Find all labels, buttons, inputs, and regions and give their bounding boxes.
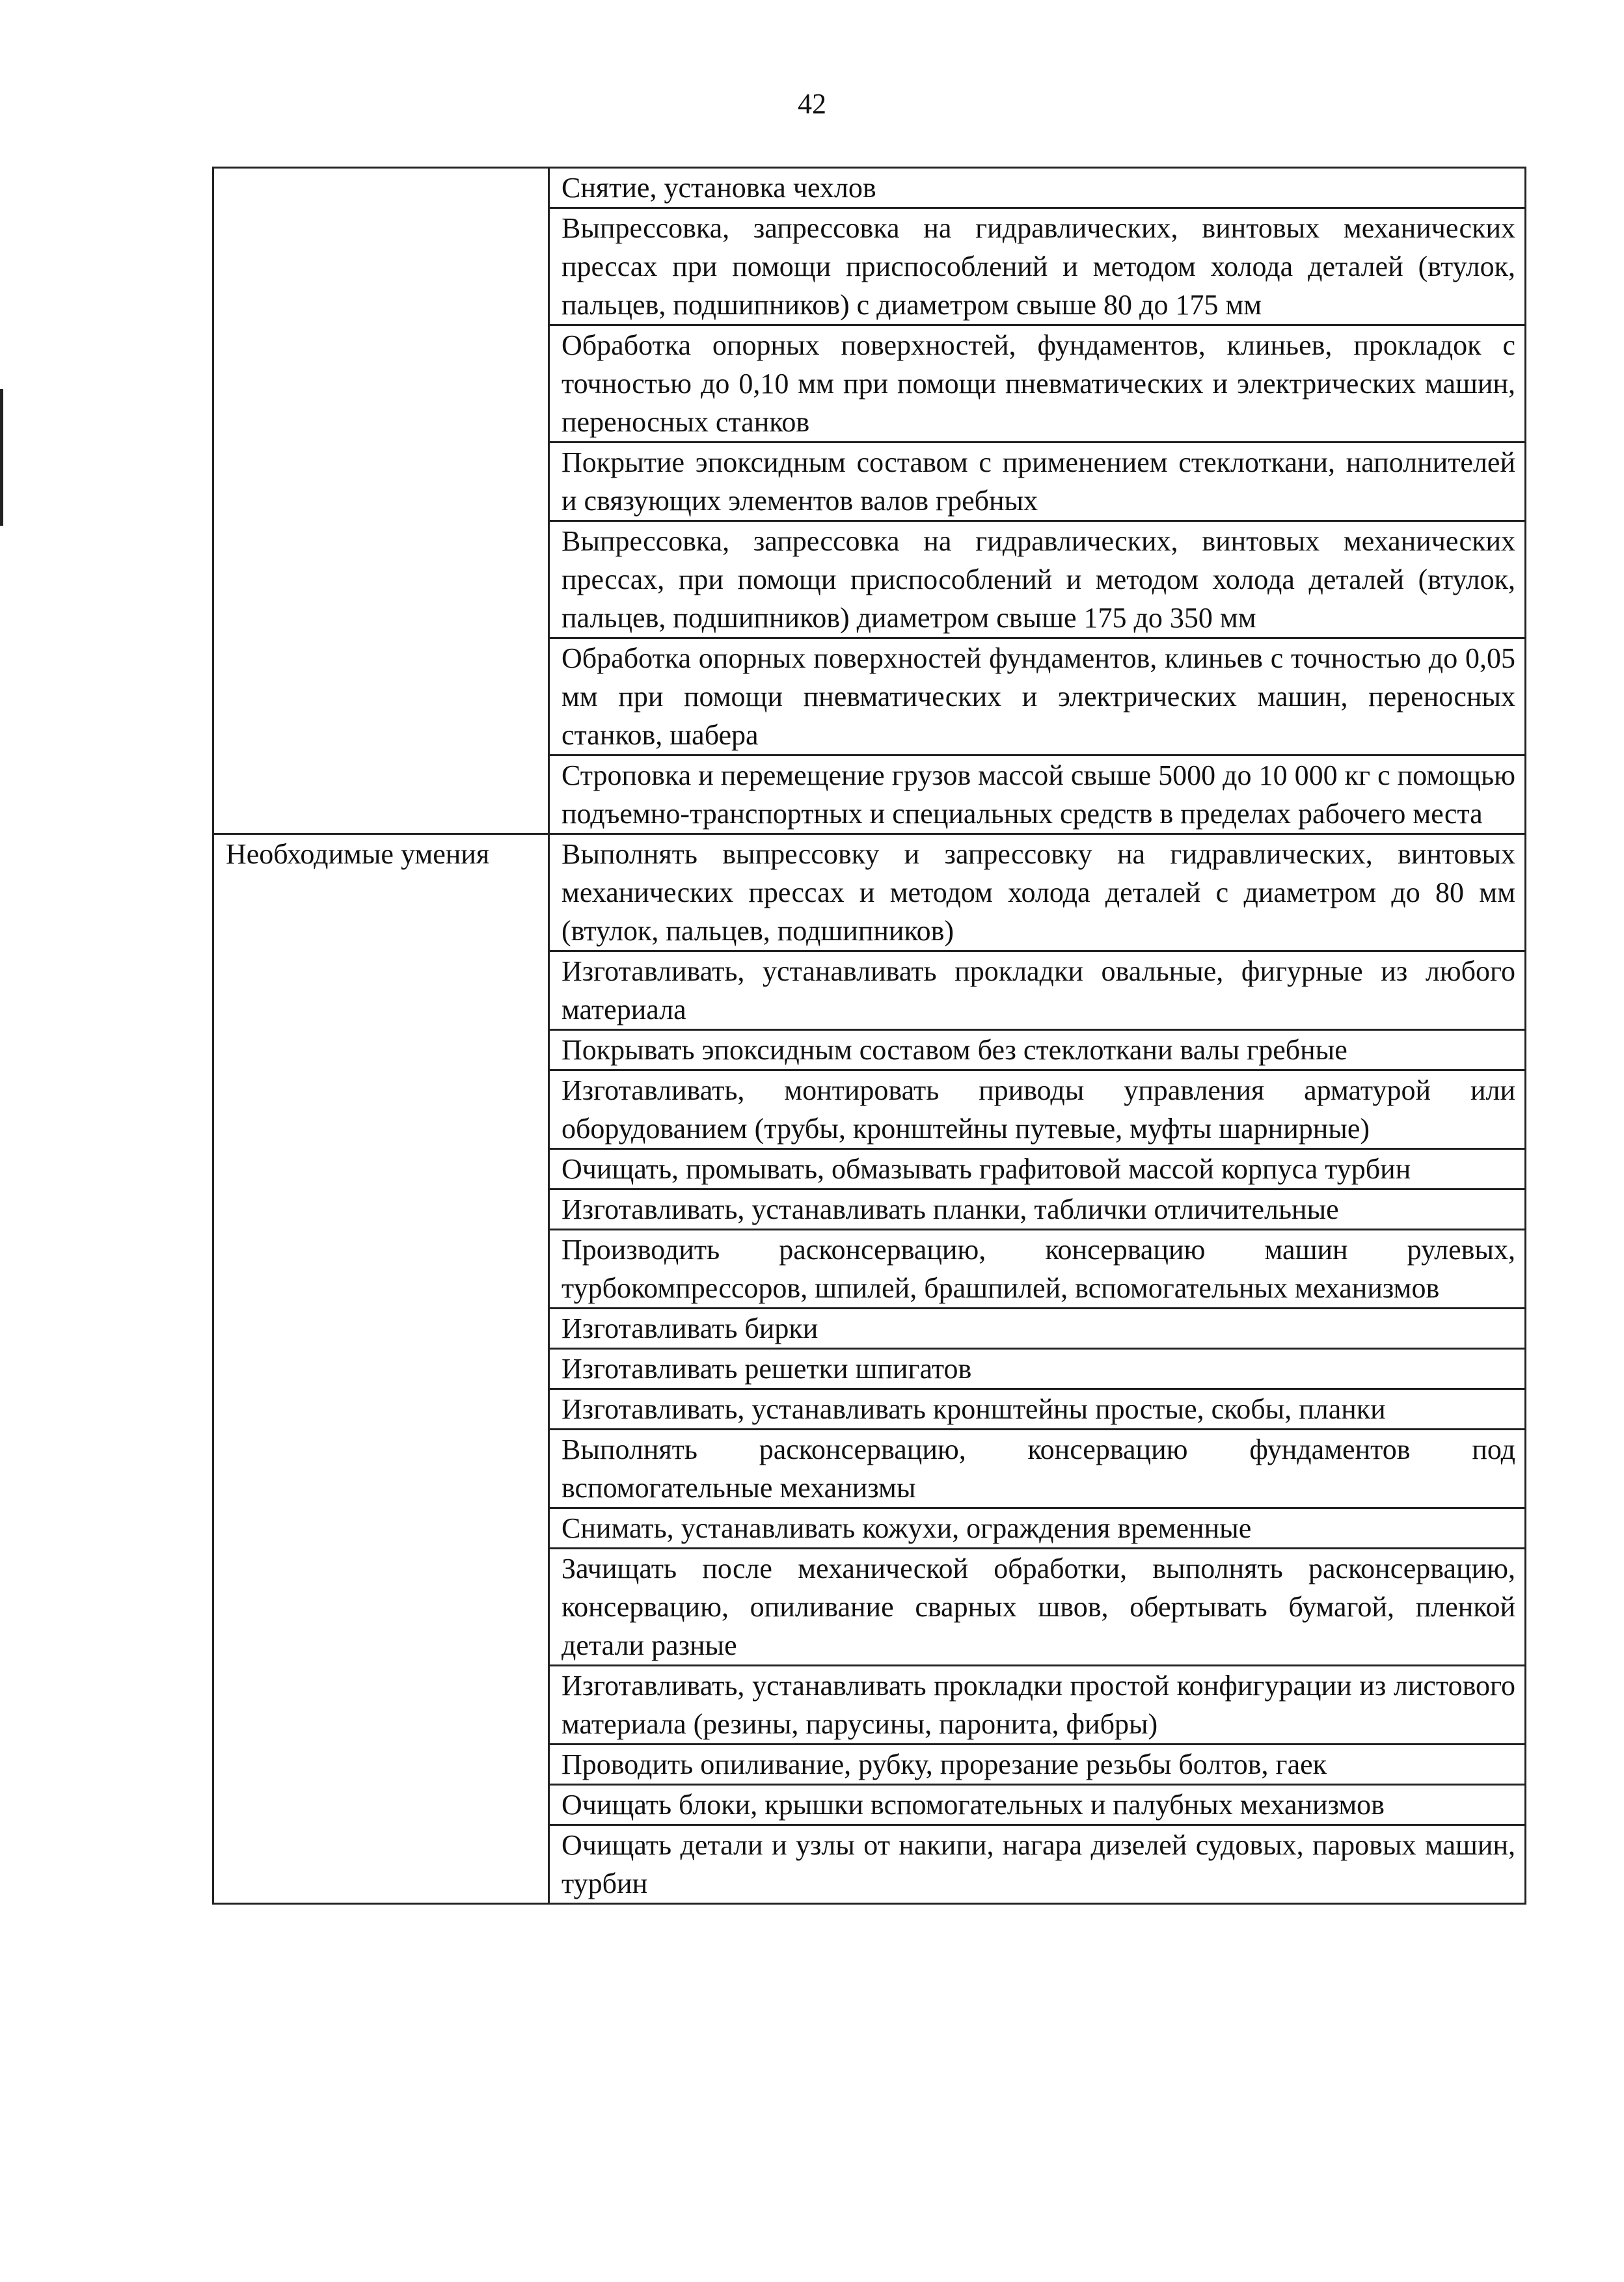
table-cell: Изготавливать, устанавливать планки, таблички отличительные [549, 1189, 1526, 1230]
page-number: 42 [798, 88, 826, 120]
table-cell: Изготавливать, устанавливать прокладки простой конфигурации из листового материала (резины, парусины, паронита, фибры) [549, 1666, 1526, 1745]
table-cell: Производить расконсервацию, консервацию машин рулевых, турбокомпрессоров, шпилей, брашпилей, вспомогательных механизмов [549, 1230, 1526, 1309]
table-cell: Выполнять расконсервацию, консервацию фундаментов под вспомогательные механизмы [549, 1430, 1526, 1508]
table-cell: Строповка и перемещение грузов массой свыше 5000 до 10 000 кг с помощью подъемно-транспортных и специальных средств в пределах рабочего места [549, 755, 1526, 834]
table-cell: Проводить опиливание, рубку, прорезание резьбы болтов, гаек [549, 1745, 1526, 1785]
table-row [213, 834, 1526, 951]
table-cell: Покрывать эпоксидным составом без стеклоткани валы гребные [549, 1030, 1526, 1070]
previous-section-cell [213, 168, 549, 834]
table-cell: Выполнять выпрессовку и запрессовку на гидравлических, винтовых механических прессах и методом холода деталей с диаметром до 80 мм (втулок, пальцев, подшипников) [549, 834, 1526, 951]
table-cell: Очищать, промывать, обмазывать графитовой массой корпуса турбин [549, 1149, 1526, 1189]
table-cell: Изготавливать решетки шпигатов [549, 1349, 1526, 1389]
table-cell: Обработка опорных поверхностей фундаментов, клиньев с точностью до 0,05 мм при помощи пневматических и электрических машин, переносных станков, шабера [549, 638, 1526, 755]
table-cell: Изготавливать, устанавливать прокладки овальные, фигурные из любого материала [549, 951, 1526, 1030]
table-cell: Покрытие эпоксидным составом с применением стеклоткани, наполнителей и связующих элементов валов гребных [549, 442, 1526, 521]
table-cell: Изготавливать, монтировать приводы управления арматурой или оборудованием (трубы, кронштейны путевые, муфты шарнирные) [549, 1070, 1526, 1149]
table-cell: Изготавливать, устанавливать кронштейны простые, скобы, планки [549, 1389, 1526, 1430]
table-cell: Очищать детали и узлы от накипи, нагара дизелей судовых, паровых машин, турбин [549, 1825, 1526, 1904]
table-cell: Снимать, устанавливать кожухи, ограждения временные [549, 1508, 1526, 1549]
table-cell: Выпрессовка, запрессовка на гидравлических, винтовых механических прессах при помощи приспособлений и методом холода деталей (втулок, пальцев, подшипников) с диаметром свыше 80 до 175 мм [549, 208, 1526, 325]
table-cell: Снятие, установка чехлов [549, 168, 1526, 208]
skills-label: Необходимые умения [213, 834, 549, 1904]
scan-edge-mark [0, 389, 3, 526]
table-row [213, 168, 1526, 208]
table-cell: Изготавливать бирки [549, 1309, 1526, 1349]
table-cell: Обработка опорных поверхностей, фундаментов, клиньев, прокладок с точностью до 0,10 мм при помощи пневматических и электрических машин, переносных станков [549, 325, 1526, 442]
competency-table [212, 167, 1526, 1905]
table-cell: Зачищать после механической обработки, выполнять расконсервацию, консервацию, опиливание сварных швов, обертывать бумагой, пленкой детали разные [549, 1549, 1526, 1666]
table-cell: Выпрессовка, запрессовка на гидравлических, винтовых механических прессах, при помощи приспособлений и методом холода деталей (втулок, пальцев, подшипников) диаметром свыше 175 до 350 мм [549, 521, 1526, 638]
table-cell: Очищать блоки, крышки вспомогательных и палубных механизмов [549, 1785, 1526, 1825]
